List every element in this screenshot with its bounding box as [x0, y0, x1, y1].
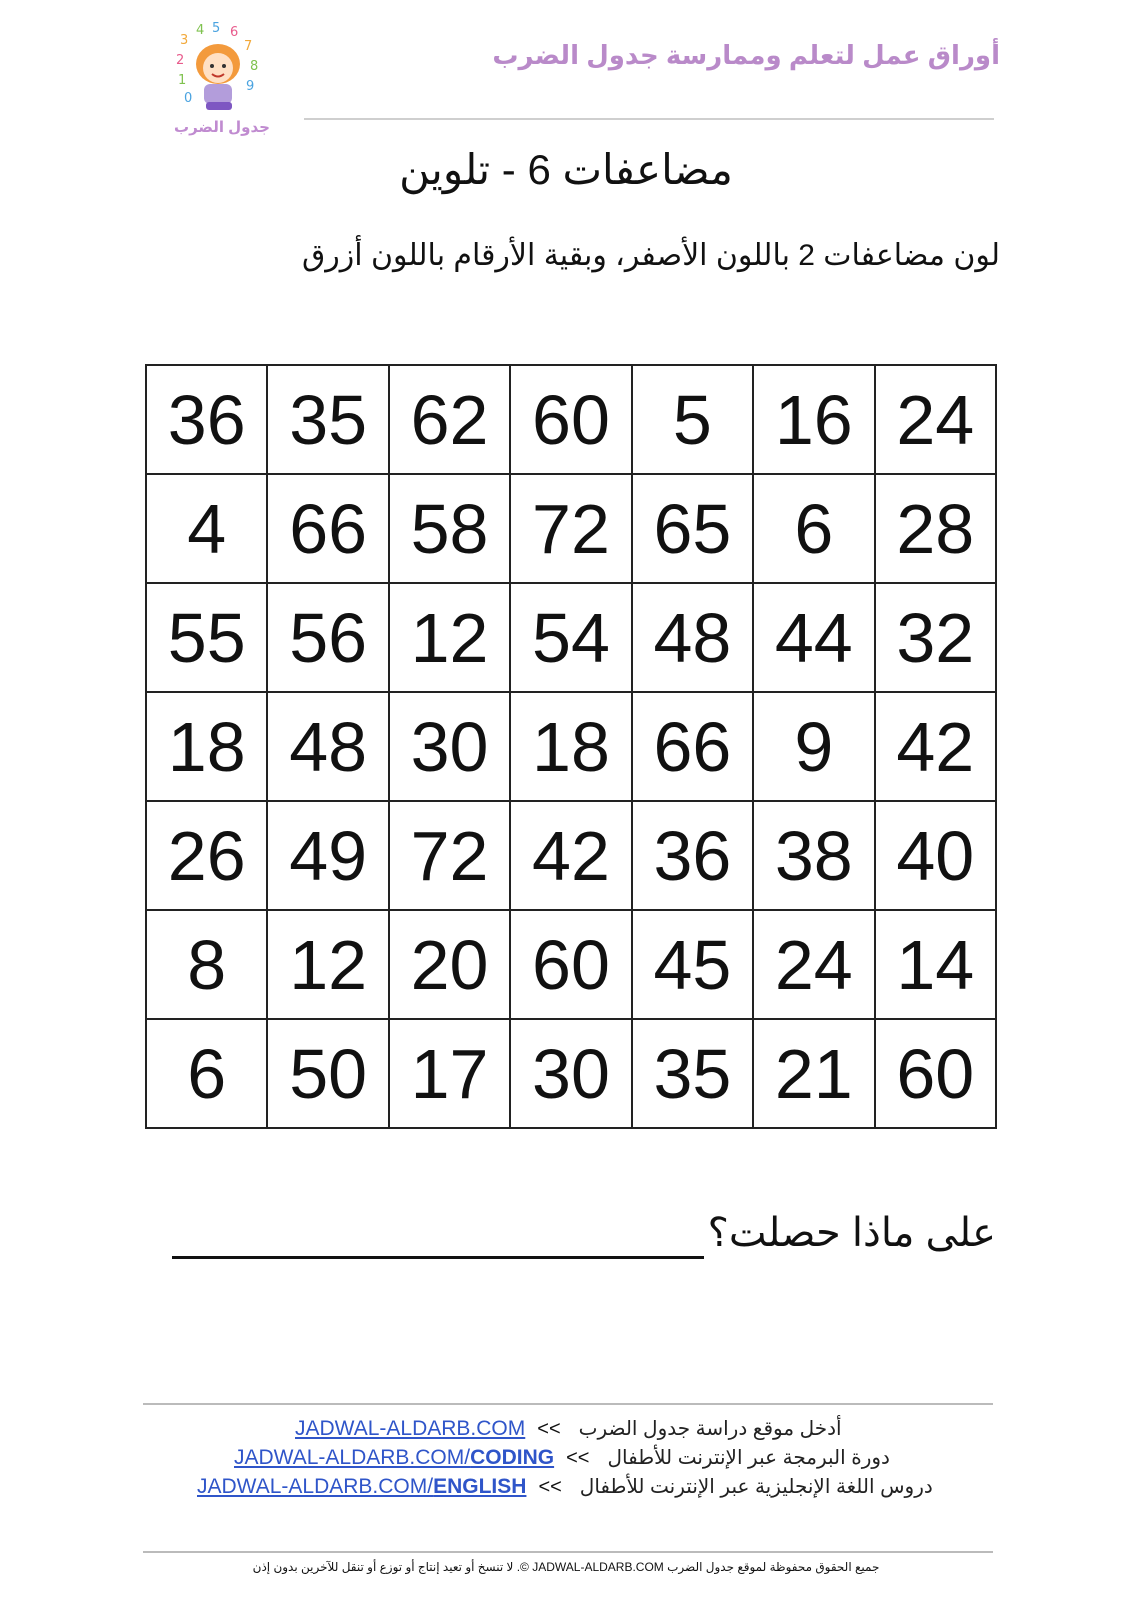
site-logo: [172, 22, 272, 142]
grid-cell[interactable]: 24: [875, 365, 996, 474]
grid-cell[interactable]: 12: [389, 583, 510, 692]
grid-cell[interactable]: 9: [753, 692, 874, 801]
grid-cell[interactable]: 16: [753, 365, 874, 474]
grid-cell[interactable]: 42: [875, 692, 996, 801]
footer-link-row-main: [295, 1416, 842, 1441]
logo-caption: جدول الضرب: [174, 119, 270, 136]
grid-cell[interactable]: 60: [510, 365, 631, 474]
svg-text:5: 5: [212, 22, 221, 36]
header-divider: [304, 118, 994, 120]
grid-row: [146, 583, 996, 692]
grid-cell[interactable]: 55: [146, 583, 267, 692]
footer-desc: دورة البرمجة عبر الإنترنت للأطفال: [607, 1447, 890, 1469]
footer-divider-top: [143, 1403, 993, 1405]
grid-cell[interactable]: 30: [389, 692, 510, 801]
grid-cell[interactable]: 20: [389, 910, 510, 1019]
footer-link-row-english: [197, 1474, 933, 1499]
grid-cell[interactable]: 65: [632, 474, 753, 583]
worksheet-title: مضاعفات 6 - تلوين: [399, 146, 733, 193]
svg-text:7: 7: [244, 39, 253, 54]
grid-cell[interactable]: 6: [753, 474, 874, 583]
svg-text:4: 4: [196, 23, 205, 38]
svg-text:2: 2: [176, 53, 185, 68]
grid-cell[interactable]: 66: [267, 474, 388, 583]
grid-row: [146, 692, 996, 801]
grid-cell[interactable]: 49: [267, 801, 388, 910]
grid-cell[interactable]: 4: [146, 474, 267, 583]
grid-cell[interactable]: 35: [632, 1019, 753, 1128]
grid-row: [146, 1019, 996, 1128]
svg-text:6: 6: [230, 25, 239, 40]
footer-arrow: <<: [537, 1418, 561, 1440]
grid-cell[interactable]: 18: [146, 692, 267, 801]
svg-text:9: 9: [246, 79, 255, 94]
grid-cell[interactable]: 17: [389, 1019, 510, 1128]
footer-link-english[interactable]: JADWAL-ALDARB.COM/ENGLISH: [197, 1475, 527, 1498]
grid-row: [146, 365, 996, 474]
svg-text:0: 0: [184, 91, 193, 106]
grid-row: [146, 801, 996, 910]
grid-cell[interactable]: 5: [632, 365, 753, 474]
footer-link-main[interactable]: JADWAL-ALDARB.COM: [295, 1417, 526, 1440]
grid-cell[interactable]: 72: [389, 801, 510, 910]
grid-cell[interactable]: 42: [510, 801, 631, 910]
grid-cell[interactable]: 38: [753, 801, 874, 910]
answer-question: على ماذا حصلت؟: [707, 1211, 996, 1255]
copyright-notice: جميع الحقوق محفوظة لموقع جدول الضرب JADWAL-ALDARB.COM ©. لا تنسخ أو تعيد إنتاج أو توزع أو تنقل للآخرين بدون إذن: [252, 1560, 880, 1574]
grid-cell[interactable]: 44: [753, 583, 874, 692]
grid-cell[interactable]: 8: [146, 910, 267, 1019]
number-grid: [145, 364, 997, 1129]
grid-cell[interactable]: 32: [875, 583, 996, 692]
grid-cell[interactable]: 35: [267, 365, 388, 474]
grid-cell[interactable]: 26: [146, 801, 267, 910]
grid-cell[interactable]: 36: [146, 365, 267, 474]
grid-cell[interactable]: 60: [875, 1019, 996, 1128]
grid-cell[interactable]: 24: [753, 910, 874, 1019]
svg-text:3: 3: [180, 33, 189, 48]
grid-cell[interactable]: 40: [875, 801, 996, 910]
site-title: أوراق عمل لتعلم وممارسة جدول الضرب: [492, 40, 1000, 70]
footer-arrow: <<: [566, 1447, 590, 1469]
grid-cell[interactable]: 36: [632, 801, 753, 910]
footer-link-row-coding: [234, 1445, 890, 1470]
svg-text:8: 8: [250, 59, 259, 74]
grid-cell[interactable]: 12: [267, 910, 388, 1019]
grid-cell[interactable]: 54: [510, 583, 631, 692]
grid-cell[interactable]: 30: [510, 1019, 631, 1128]
grid-cell[interactable]: 50: [267, 1019, 388, 1128]
grid-cell[interactable]: 58: [389, 474, 510, 583]
grid-row: [146, 910, 996, 1019]
grid-cell[interactable]: 28: [875, 474, 996, 583]
grid-cell[interactable]: 6: [146, 1019, 267, 1128]
grid-cell[interactable]: 60: [510, 910, 631, 1019]
grid-cell[interactable]: 48: [267, 692, 388, 801]
grid-row: [146, 474, 996, 583]
grid-cell[interactable]: 14: [875, 910, 996, 1019]
answer-line[interactable]: [172, 1256, 704, 1259]
footer-desc: دروس اللغة الإنجليزية عبر الإنترنت للأطفال: [579, 1476, 933, 1498]
grid-cell[interactable]: 45: [632, 910, 753, 1019]
grid-cell[interactable]: 18: [510, 692, 631, 801]
grid-cell[interactable]: 66: [632, 692, 753, 801]
footer-divider-bottom: [143, 1551, 993, 1553]
svg-text:1: 1: [178, 73, 187, 88]
grid-cell[interactable]: 56: [267, 583, 388, 692]
grid-cell[interactable]: 62: [389, 365, 510, 474]
footer-link-coding[interactable]: JADWAL-ALDARB.COM/CODING: [234, 1446, 555, 1469]
grid-cell[interactable]: 21: [753, 1019, 874, 1128]
footer-arrow: <<: [538, 1476, 562, 1498]
grid-cell[interactable]: 48: [632, 583, 753, 692]
grid-cell[interactable]: 72: [510, 474, 631, 583]
instruction-text: لون مضاعفات 2 باللون الأصفر، وبقية الأرقام باللون أزرق: [302, 239, 1000, 272]
footer-desc: أدخل موقع دراسة جدول الضرب: [578, 1418, 842, 1440]
girl-with-numbers-icon: [172, 22, 272, 122]
